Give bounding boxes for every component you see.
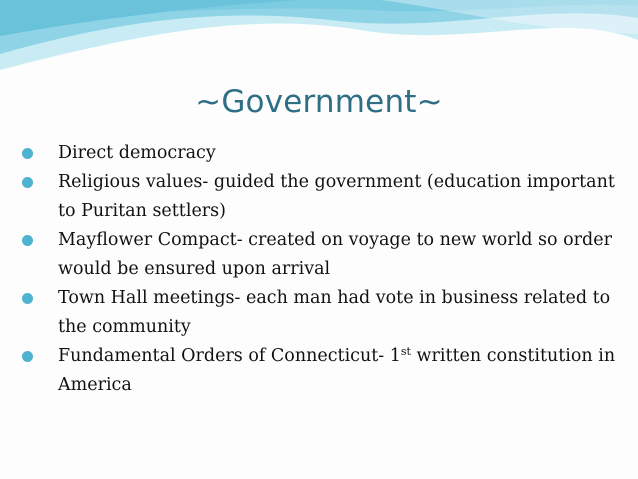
bullet-text: Religious values- guided the government (education important to Puritan settlers) [58,172,615,221]
bullet-item [22,139,622,168]
bullet-text: Town Hall meetings- each man had vote in business related to the community [58,288,611,337]
bullet-dot-icon [22,351,33,362]
bullet-dot-icon [22,148,33,159]
wave-header-decoration [0,0,638,80]
bullet-item [22,342,622,400]
slide-title: ~Government~ [195,84,443,120]
bullet-text-part: Fundamental Orders of Connecticut- 1 [58,346,401,366]
bullet-dot-icon [22,177,33,188]
bullet-item [22,284,622,342]
bullet-text: Mayflower Compact- created on voyage to new world so order would be ensured upon arrival [58,230,612,279]
bullet-dot-icon [22,293,33,304]
bullet-text: Direct democracy [58,143,216,163]
bullet-list [22,139,622,400]
ordinal-superscript: st [400,345,411,358]
bullet-dot-icon [22,235,33,246]
bullet-text-part: written constitution in America [58,346,616,395]
bullet-item [22,226,622,284]
bullet-item [22,168,622,226]
